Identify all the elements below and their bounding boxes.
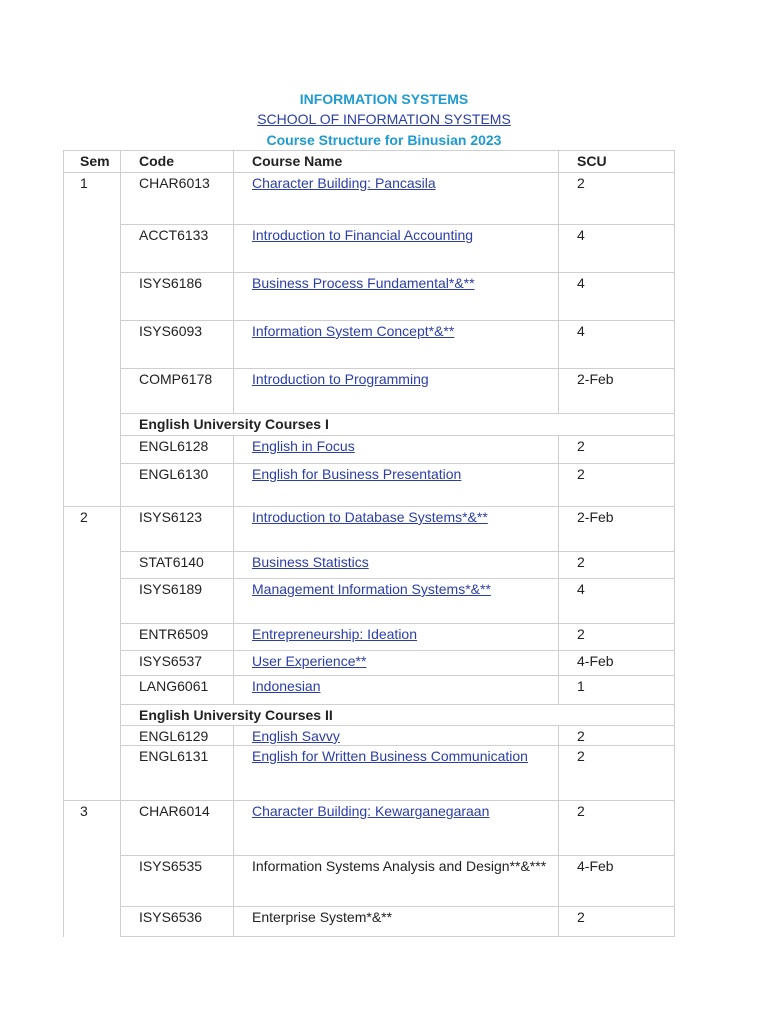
- column-header-code: Code: [121, 151, 234, 173]
- course-scu: 2: [559, 436, 675, 464]
- course-code: ISYS6093: [121, 321, 234, 369]
- course-link[interactable]: Entrepreneurship: Ideation: [252, 626, 417, 642]
- course-scu: 2: [559, 801, 675, 856]
- course-link[interactable]: English Savvy: [252, 728, 340, 744]
- table-row: [64, 651, 675, 676]
- course-scu: 4: [559, 321, 675, 369]
- table-row: [64, 907, 675, 937]
- table-row: [64, 579, 675, 624]
- course-code: ISYS6189: [121, 579, 234, 624]
- course-code: CHAR6013: [121, 173, 234, 225]
- course-scu: 4: [559, 273, 675, 321]
- course-name: Enterprise System*&**: [234, 907, 559, 937]
- course-scu: 2: [559, 173, 675, 225]
- course-link[interactable]: English for Business Presentation: [252, 466, 462, 482]
- course-code: ISYS6186: [121, 273, 234, 321]
- table-row: [64, 624, 675, 651]
- course-code: ISYS6537: [121, 651, 234, 676]
- course-scu: 2-Feb: [559, 507, 675, 552]
- table-row: [64, 321, 675, 369]
- table-row: [64, 173, 675, 225]
- course-link[interactable]: Business Process Fundamental*&**: [252, 275, 475, 291]
- course-code: COMP6178: [121, 369, 234, 414]
- course-link[interactable]: Character Building: Pancasila: [252, 175, 436, 191]
- course-code: LANG6061: [121, 676, 234, 705]
- section-heading: English University Courses II: [121, 705, 675, 726]
- course-scu: 2: [559, 624, 675, 651]
- structure-title: Course Structure for Binusian 2023: [266, 132, 502, 148]
- section-heading: English University Courses I: [121, 414, 675, 436]
- table-row: [64, 726, 675, 746]
- course-link[interactable]: Management Information Systems*&**: [252, 581, 491, 597]
- column-header-sem: Sem: [64, 151, 121, 173]
- course-scu: 2: [559, 552, 675, 579]
- course-code: ISYS6536: [121, 907, 234, 937]
- course-code: ENGL6128: [121, 436, 234, 464]
- course-link[interactable]: Business Statistics: [252, 554, 369, 570]
- table-row: [64, 464, 675, 507]
- course-link[interactable]: User Experience**: [252, 653, 367, 669]
- semester-cell: 2: [64, 507, 121, 801]
- course-code: ENTR6509: [121, 624, 234, 651]
- section-row: [64, 414, 675, 436]
- semester-cell: 1: [64, 173, 121, 507]
- school-link[interactable]: SCHOOL OF INFORMATION SYSTEMS: [257, 111, 511, 127]
- course-code: ENGL6131: [121, 746, 234, 801]
- course-code: ACCT6133: [121, 225, 234, 273]
- course-code: CHAR6014: [121, 801, 234, 856]
- course-scu: 1: [559, 676, 675, 705]
- course-code: ISYS6123: [121, 507, 234, 552]
- course-code: ENGL6130: [121, 464, 234, 507]
- course-link[interactable]: English in Focus: [252, 438, 355, 454]
- course-link[interactable]: Introduction to Programming: [252, 371, 429, 387]
- course-scu: 4-Feb: [559, 651, 675, 676]
- table-row: [64, 856, 675, 907]
- column-header-course-name: Course Name: [234, 151, 559, 173]
- course-link[interactable]: Introduction to Database Systems*&**: [252, 509, 488, 525]
- course-link[interactable]: Indonesian: [252, 678, 321, 694]
- table-row: [64, 507, 675, 552]
- table-row: [64, 552, 675, 579]
- course-code: STAT6140: [121, 552, 234, 579]
- table-row: [64, 273, 675, 321]
- course-scu: 2: [559, 746, 675, 801]
- course-scu: 4-Feb: [559, 856, 675, 907]
- course-link[interactable]: Introduction to Financial Accounting: [252, 227, 474, 243]
- course-code: ENGL6129: [121, 726, 234, 746]
- semester-cell: 3: [64, 801, 121, 937]
- column-header-scu: SCU: [559, 151, 675, 173]
- course-scu: 2: [559, 907, 675, 937]
- table-row: [64, 436, 675, 464]
- course-table: [63, 150, 675, 937]
- course-scu: 2-Feb: [559, 369, 675, 414]
- course-scu: 4: [559, 579, 675, 624]
- table-row: [64, 676, 675, 705]
- course-name: Information Systems Analysis and Design**&***: [234, 856, 559, 907]
- table-row: [64, 225, 675, 273]
- course-link[interactable]: Information System Concept*&**: [252, 323, 455, 339]
- course-scu: 2: [559, 464, 675, 507]
- table-header-row: [64, 151, 675, 173]
- course-code: ISYS6535: [121, 856, 234, 907]
- table-row: [64, 369, 675, 414]
- table-row: [64, 746, 675, 801]
- table-row: [64, 801, 675, 856]
- course-link[interactable]: English for Written Business Communication: [252, 748, 528, 764]
- course-link[interactable]: Character Building: Kewarganegaraan: [252, 803, 490, 819]
- program-title: INFORMATION SYSTEMS: [299, 91, 469, 107]
- course-scu: 4: [559, 225, 675, 273]
- course-scu: 2: [559, 726, 675, 746]
- section-row: [64, 705, 675, 726]
